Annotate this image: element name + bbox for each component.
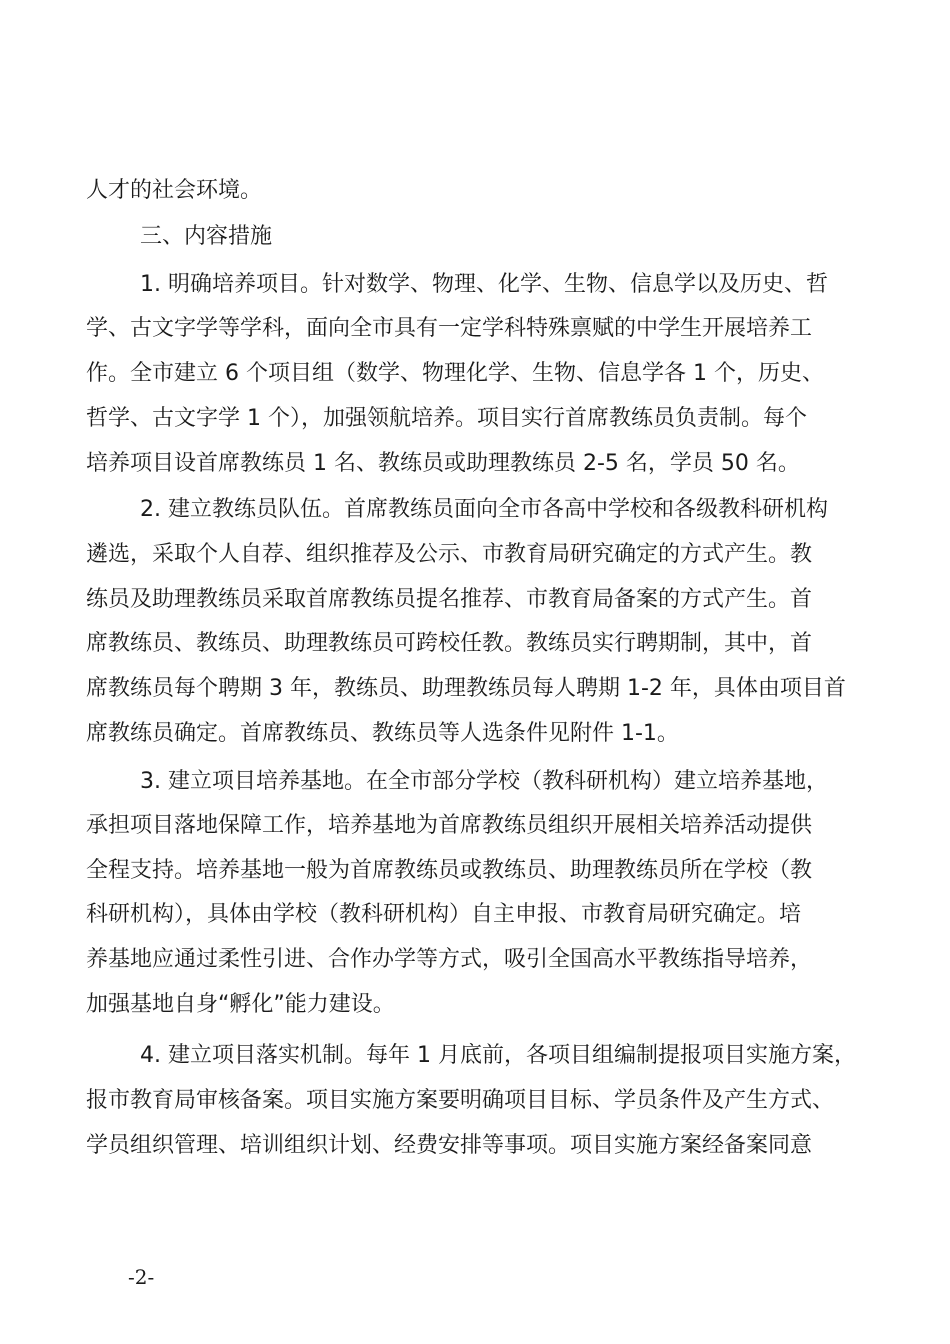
text-line: 作。全市建立 6 个项目组（数学、物理化学、生物、信息学各 1 个，历史、 [86,361,824,386]
section-heading: 三、内容措施 [140,224,273,249]
text-line: 养基地应通过柔性引进、合作办学等方式，吸引全国高水平教练指导培养， [86,947,813,972]
text-line: 2. 建立教练员队伍。首席教练员面向全市各高中学校和各级教科研机构 [140,497,828,522]
text-line: 席教练员每个聘期 3 年，教练员、助理教练员每人聘期 1-2 年，具体由项目首 [86,676,846,701]
text-line: 席教练员确定。首席教练员、教练员等人选条件见附件 1-1。 [86,721,679,746]
text-line: 3. 建立项目培养基地。在全市部分学校（教科研机构）建立培养基地， [140,769,828,794]
text-line: 承担项目落地保障工作，培养基地为首席教练员组织开展相关培养活动提供 [86,813,813,838]
text-line: 1. 明确培养项目。针对数学、物理、化学、生物、信息学以及历史、哲 [140,272,828,297]
text-line: 培养项目设首席教练员 1 名、教练员或助理教练员 2-5 名，学员 50 名。 [86,451,800,476]
text-line: 学、古文字学等学科，面向全市具有一定学科特殊禀赋的中学生开展培养工 [86,316,813,341]
text-line: 席教练员、教练员、助理教练员可跨校任教。教练员实行聘期制，其中，首 [86,631,813,656]
text-line: 加强基地自身“孵化”能力建设。 [86,992,395,1017]
text-line: 学员组织管理、培训组织计划、经费安排等事项。项目实施方案经备案同意 [86,1133,813,1158]
text-line: 全程支持。培养基地一般为首席教练员或教练员、助理教练员所在学校（教 [86,858,813,883]
text-line: 人才的社会环境。 [86,178,263,203]
text-line: 遴选，采取个人自荐、组织推荐及公示、市教育局研究确定的方式产生。教 [86,542,813,567]
text-line: 4. 建立项目落实机制。每年 1 月底前，各项目组编制提报项目实施方案， [140,1043,856,1068]
page-number: -2- [128,1265,155,1289]
text-line: 练员及助理教练员采取首席教练员提名推荐、市教育局备案的方式产生。首 [86,587,813,612]
text-line: 报市教育局审核备案。项目实施方案要明确项目目标、学员条件及产生方式、 [86,1088,835,1113]
text-line: 哲学、古文字学 1 个），加强领航培养。项目实行首席教练员负责制。每个 [86,406,807,431]
text-line: 科研机构），具体由学校（教科研机构）自主申报、市教育局研究确定。培 [86,902,802,927]
